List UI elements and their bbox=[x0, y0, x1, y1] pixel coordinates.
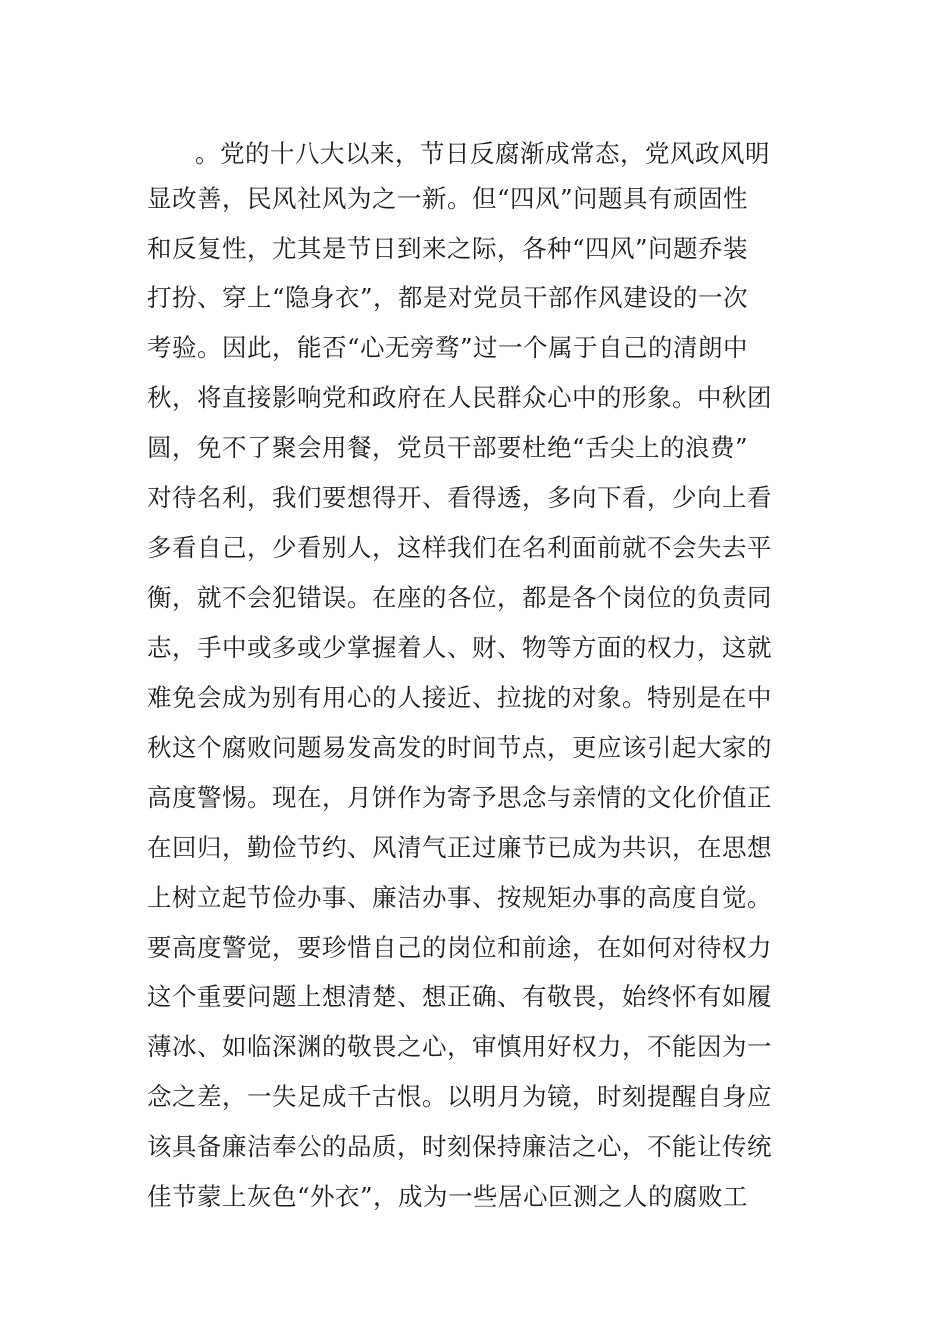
text-line: 秋这个腐败问题易发高发的时间节点，更应该引起大家的 bbox=[147, 733, 772, 762]
text-line: 和反复性，尤其是节日到来之际，各种“四风”问题乔装 bbox=[147, 234, 749, 263]
text-line: 圆，免不了聚会用餐，党员干部要杜绝“舌尖上的浪费” bbox=[147, 433, 749, 462]
text-line: 在回归，勤俭节约、风清气正过廉节已成为共识，在思想 bbox=[147, 833, 772, 862]
text-line: 佳节蒙上灰色“外衣”，成为一些居心叵测之人的腐败工 bbox=[147, 1182, 749, 1211]
text-line: 多看自己，少看别人，这样我们在名利面前就不会失去平 bbox=[147, 533, 772, 562]
text-line: 。党的十八大以来，节日反腐渐成常态，党风政风明 bbox=[195, 139, 770, 168]
text-line: 该具备廉洁奉公的品质，时刻保持廉洁之心，不能让传统 bbox=[147, 1132, 772, 1161]
text-line: 考验。因此，能否“心无旁骛”过一个属于自己的清朗中 bbox=[147, 333, 749, 362]
text-line: 高度警惕。现在，月饼作为寄予思念与亲情的文化价值正 bbox=[147, 783, 772, 812]
text-line: 秋，将直接影响党和政府在人民群众心中的形象。中秋团 bbox=[147, 383, 772, 412]
text-line: 这个重要问题上想清楚、想正确、有敬畏，始终怀有如履 bbox=[147, 982, 772, 1011]
text-line: 对待名利，我们要想得开、看得透，多向下看，少向上看 bbox=[147, 483, 772, 512]
text-line: 打扮、穿上“隐身衣”，都是对党员干部作风建设的一次 bbox=[147, 283, 749, 312]
text-line: 难免会成为别有用心的人接近、拉拢的对象。特别是在中 bbox=[147, 683, 772, 712]
text-line: 志，手中或多或少掌握着人、财、物等方面的权力，这就 bbox=[147, 633, 772, 662]
text-line: 薄冰、如临深渊的敬畏之心，审慎用好权力，不能因为一 bbox=[147, 1032, 772, 1061]
text-line: 显改善，民风社风为之一新。但“四风”问题具有顽固性 bbox=[147, 184, 749, 213]
text-line: 念之差，一失足成千古恨。以明月为镜，时刻提醒自身应 bbox=[147, 1082, 772, 1111]
text-line: 要高度警觉，要珍惜自己的岗位和前途，在如何对待权力 bbox=[147, 933, 772, 962]
text-line: 衡，就不会犯错误。在座的各位，都是各个岗位的负责同 bbox=[147, 583, 772, 612]
text-line: 上树立起节俭办事、廉洁办事、按规矩办事的高度自觉。 bbox=[147, 883, 772, 912]
